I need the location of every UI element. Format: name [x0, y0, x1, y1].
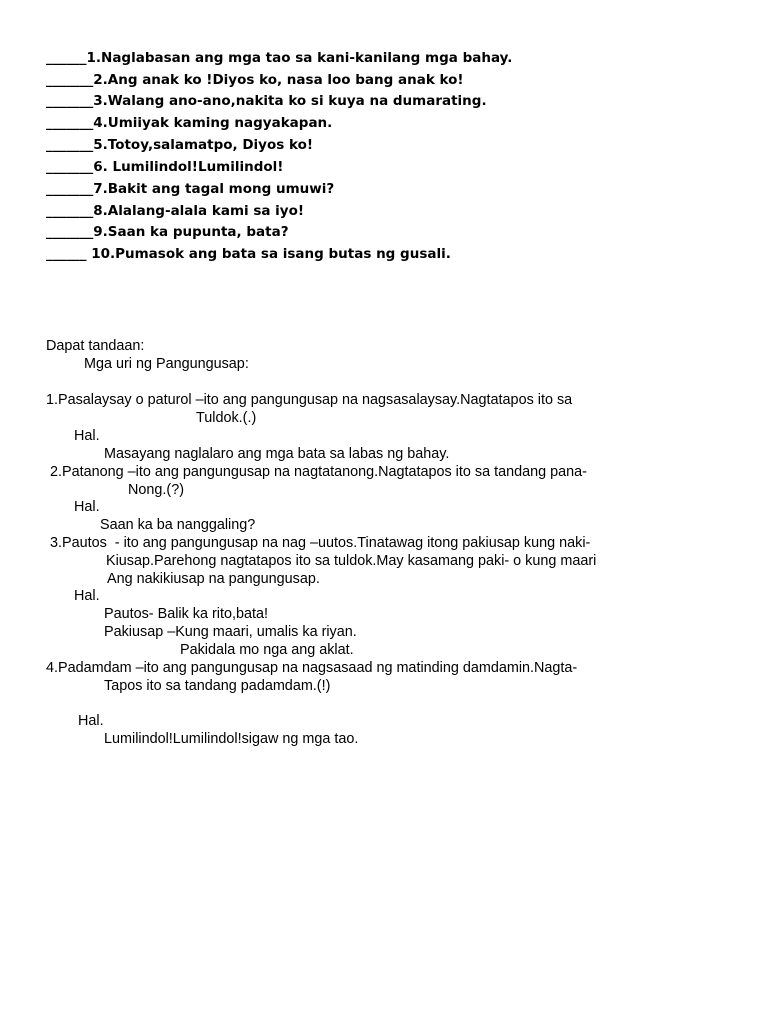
exercise-item-10: ______ 10.Pumasok ang bata sa isang butas ng gusali. — [46, 246, 451, 262]
pautos-definition-2: Kiusap.Parehong nagtatapos ito sa tuldok.May kasamang paki- o kung maari — [106, 553, 597, 569]
padamdam-hal-label: Hal. — [78, 713, 104, 729]
padamdam-example: Lumilindol!Lumilindol!sigaw ng mga tao. — [104, 731, 359, 747]
exercise-item-9: _______9.Saan ka pupunta, bata? — [46, 224, 289, 240]
padamdam-definition: 4.Padamdam –ito ang pangungusap na nagsasaad ng matinding damdamin.Nagta- — [46, 660, 578, 676]
notes-heading: Dapat tandaan: — [46, 338, 145, 354]
exercise-item-3: _______3.Walang ano-ano,nakita ko si kuya na dumarating. — [46, 93, 487, 109]
patanong-definition-2: Nong.(?) — [128, 482, 184, 498]
pautos-example-3: Pakidala mo nga ang aklat. — [180, 642, 354, 658]
pautos-example-2: Pakiusap –Kung maari, umalis ka riyan. — [104, 624, 357, 640]
patanong-example: Saan ka ba nanggaling? — [100, 517, 256, 533]
exercise-item-4: _______4.Umiiyak kaming nagyakapan. — [46, 115, 333, 131]
pasalaysay-example: Masayang naglalaro ang mga bata sa labas ng bahay. — [104, 446, 450, 462]
patanong-definition: 2.Patanong –ito ang pangungusap na nagtatanong.Nagtatapos ito sa tandang pana- — [50, 464, 587, 480]
exercise-item-6: _______6. Lumilindol!Lumilindol! — [46, 159, 284, 175]
exercise-item-1: ______1.Naglabasan ang mga tao sa kani-kanilang mga bahay. — [46, 50, 513, 66]
exercise-item-7: _______7.Bakit ang tagal mong umuwi? — [46, 181, 335, 197]
pautos-hal-label: Hal. — [74, 588, 100, 604]
notes-subheading: Mga uri ng Pangungusap: — [84, 356, 249, 372]
exercise-item-5: _______5.Totoy,salamatpo, Diyos ko! — [46, 137, 314, 153]
exercise-item-2: _______2.Ang anak ko !Diyos ko, nasa loo bang anak ko! — [46, 72, 464, 88]
pautos-example-1: Pautos- Balik ka rito,bata! — [104, 606, 268, 622]
pasalaysay-hal-label: Hal. — [74, 428, 100, 444]
exercise-item-8: _______8.Alalang-alala kami sa iyo! — [46, 203, 305, 219]
patanong-hal-label: Hal. — [74, 499, 100, 515]
pasalaysay-definition-2: Tuldok.(.) — [196, 410, 257, 426]
padamdam-definition-2: Tapos ito sa tandang padamdam.(!) — [104, 678, 331, 694]
pautos-definition-3: Ang nakikiusap na pangungusap. — [107, 571, 320, 587]
pasalaysay-definition: 1.Pasalaysay o paturol –ito ang pangungusap na nagsasalaysay.Nagtatapos ito sa — [46, 392, 573, 408]
pautos-definition: 3.Pautos - ito ang pangungusap na nag –uutos.Tinatawag itong pakiusap kung naki- — [50, 535, 591, 551]
